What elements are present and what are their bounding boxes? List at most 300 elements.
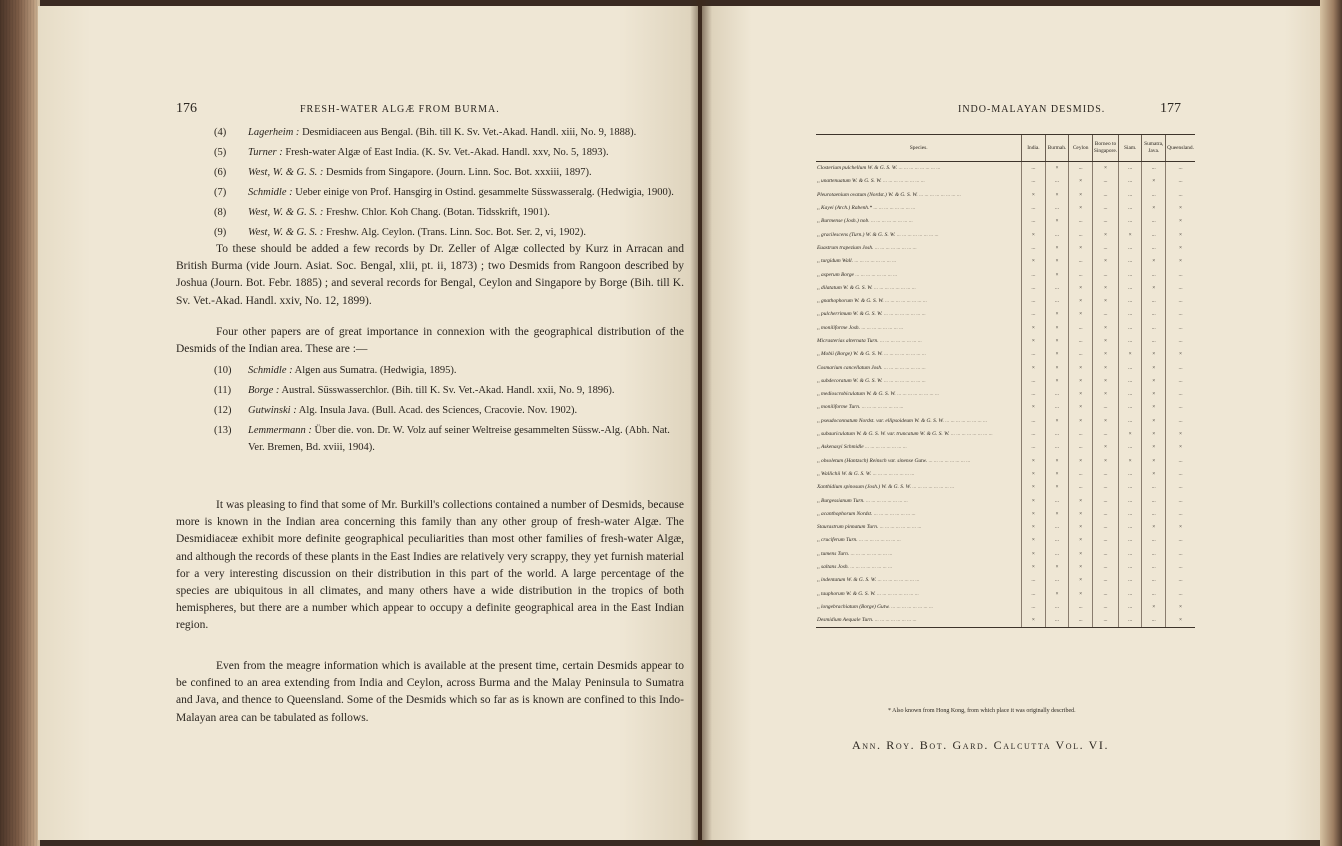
occurrence-cell: ×	[1092, 228, 1118, 241]
species-cell: ,, Burmense (Josh.) nob. ... ... ... ... ... ... ... ...	[817, 218, 913, 225]
occurrence-cell: ...	[1119, 215, 1142, 228]
species-cell: Cosmarium cancellatum Josh. ... ... ... ... ... ... ... ...	[817, 364, 926, 371]
occurrence-cell: ×	[1166, 348, 1195, 361]
table-row	[816, 255, 1195, 268]
occurrence-cell: ×	[1022, 189, 1045, 202]
table-row	[816, 441, 1195, 454]
species-cell: ,, Wallichii W. & G. S. W. ... ... ... ... ... ... ... ...	[817, 470, 915, 477]
column-header: Borneo to Singapore.	[1092, 135, 1118, 162]
occurrence-cell: ×	[1092, 441, 1118, 454]
table-row	[816, 601, 1195, 614]
occurrence-cell: ...	[1092, 468, 1118, 481]
occurrence-cell: ...	[1119, 282, 1142, 295]
species-cell: ,, indentatum W. & G. S. W. ... ... ... ... ... ... ... ...	[817, 577, 920, 584]
column-header: Queensland.	[1166, 135, 1195, 162]
occurrence-cell: ...	[1092, 588, 1118, 601]
reference-list-1	[214, 124, 684, 244]
occurrence-cell: ...	[1142, 162, 1166, 176]
occurrence-cell: ...	[1045, 175, 1069, 188]
occurrence-cell: ×	[1045, 215, 1069, 228]
occurrence-cell: ×	[1022, 548, 1045, 561]
occurrence-cell: ×	[1166, 228, 1195, 241]
occurrence-cell: ...	[1166, 375, 1195, 388]
occurrence-cell: ×	[1142, 455, 1166, 468]
species-cell: Euastrum trapezium Josh. ... ... ... ... ... ... ... ...	[817, 244, 917, 251]
occurrence-cell: ...	[1069, 614, 1093, 628]
table-row	[816, 375, 1195, 388]
reference-text: Desmids from Singapore. (Journ. Linn. Soc. Bot. xxxiii, 1897).	[323, 167, 592, 178]
reference-text: Ueber einige von Prof. Hansgirg in Ostind. gesammelte Süsswasseralg. (Hedwigia, 1900).	[292, 187, 674, 198]
reference-text: Über die. von. Dr. W. Volz auf seiner Weltreise gesammelten Süssw.-Alg. (Abh. Nat. Ver. Bremen, Bd. xviii, 1904).	[248, 425, 670, 453]
table-row	[816, 228, 1195, 241]
reference-author: Gutwinski :	[248, 405, 297, 416]
reference-item	[214, 204, 684, 221]
occurrence-cell: ...	[1092, 494, 1118, 507]
table-row	[816, 548, 1195, 561]
table-row	[816, 388, 1195, 401]
occurrence-cell: ×	[1045, 588, 1069, 601]
reference-author: Schmidle :	[248, 187, 293, 198]
table-row	[816, 534, 1195, 547]
occurrence-cell: ...	[1069, 481, 1093, 494]
column-header: Sumatra, Java.	[1142, 135, 1166, 162]
reference-number: (6)	[214, 167, 227, 178]
occurrence-cell: ×	[1092, 348, 1118, 361]
reference-text: Alg. Insula Java. (Bull. Acad. des Sciences, Cracovie. Nov. 1902).	[296, 405, 578, 416]
occurrence-cell: ...	[1092, 202, 1118, 215]
book-edge-left	[0, 0, 40, 846]
occurrence-cell: ×	[1142, 202, 1166, 215]
occurrence-cell: ×	[1069, 175, 1093, 188]
occurrence-cell: ...	[1045, 521, 1069, 534]
occurrence-cell: ...	[1092, 574, 1118, 587]
species-cell: ,, medioscrobiculatum W. & G. S. W. ... ... ... ... ... ... ... ...	[817, 391, 939, 398]
species-cell: ,, tauphorum W. & G. S. W. ... ... ... ... ... ... ... ...	[817, 590, 919, 597]
occurrence-cell: ...	[1119, 415, 1142, 428]
species-cell: ,, saltans Josh. ... ... ... ... ... ... ... ...	[817, 564, 893, 571]
reference-author: Turner :	[248, 147, 283, 158]
occurrence-cell: ...	[1166, 468, 1195, 481]
occurrence-cell: ...	[1045, 614, 1069, 628]
table-row	[816, 322, 1195, 335]
occurrence-cell: ×	[1069, 534, 1093, 547]
occurrence-cell: ×	[1142, 348, 1166, 361]
reference-author: Lemmermann :	[248, 425, 312, 436]
reference-text: Desmidiaceen aus Bengal. (Bih. till K. Sv. Vet.-Akad. Handl. xiii, No. 9, 1888).	[299, 127, 637, 138]
occurrence-cell: ×	[1092, 415, 1118, 428]
occurrence-cell: ×	[1142, 441, 1166, 454]
species-cell: ,, turgidum Wall. ... ... ... ... ... ... ... ...	[817, 258, 897, 265]
occurrence-cell: ...	[1166, 388, 1195, 401]
table-row	[816, 242, 1195, 255]
species-cell: Pleurotaenium ovatum (Nordst.) W. & G. S. W. ... ... ... ... ... ... ... ...	[817, 191, 961, 198]
occurrence-cell: ×	[1166, 202, 1195, 215]
species-cell: ,, dilatatum W. & G. S. W. ... ... ... ... ... ... ... ...	[817, 284, 916, 291]
species-cell: ,, Askenasyi Schmidle ... ... ... ... ... ... ... ...	[817, 444, 907, 451]
paragraph-3: It was pleasing to find that some of Mr. Burkill's collections contained a number of Desmids, because more is known in the Indian area concerning this family than any other group of fresh-water Algæ. The Desmidiaceæ exhibit more definite geographical peculiarities than most other families of fresh-water Algæ, and although the records of these plants in the East Indies are relatively very scrappy, they yet furnish material for a very interesting discussion on their distribution in this part of the world. A large percentage of the species are ubiquitous in all climates, and many others have a wide distribution in the tropics of both hemispheres, but there are a number which appear to occupy a definite geographical area in the East Indian region.	[176, 499, 684, 632]
table-row	[816, 481, 1195, 494]
species-cell: Micrasterias alternata Turn. ... ... ... ... ... ... ... ...	[817, 338, 922, 344]
occurrence-cell: ×	[1022, 455, 1045, 468]
column-header: Species.	[816, 135, 1022, 162]
occurrence-cell: ...	[1119, 521, 1142, 534]
occurrence-cell: ...	[1166, 534, 1195, 547]
occurrence-cell: ×	[1022, 561, 1045, 574]
occurrence-cell: ...	[1119, 441, 1142, 454]
reference-text: Freshw. Chlor. Koh Chang. (Botan. Tidsskrift, 1901).	[323, 207, 550, 218]
occurrence-cell: ...	[1069, 255, 1093, 268]
occurrence-cell: ×	[1166, 441, 1195, 454]
occurrence-cell: ...	[1069, 228, 1093, 241]
occurrence-cell: ...	[1166, 322, 1195, 335]
occurrence-cell: ×	[1022, 361, 1045, 374]
occurrence-cell: ×	[1092, 295, 1118, 308]
occurrence-cell: ...	[1119, 401, 1142, 414]
occurrence-cell: ...	[1022, 308, 1045, 321]
occurrence-cell: ×	[1022, 255, 1045, 268]
occurrence-cell: ×	[1166, 242, 1195, 255]
occurrence-cell: ...	[1022, 348, 1045, 361]
reference-author: West, W. & G. S. :	[248, 227, 324, 238]
table-row	[816, 215, 1195, 228]
occurrence-cell: ×	[1142, 428, 1166, 441]
occurrence-cell: ...	[1119, 335, 1142, 348]
species-cell: ,, acanthophorum Nordst. ... ... ... ... ... ... ... ...	[817, 510, 916, 517]
occurrence-cell: ×	[1142, 175, 1166, 188]
occurrence-cell: ×	[1142, 388, 1166, 401]
occurrence-cell: ×	[1069, 361, 1093, 374]
occurrence-cell: ...	[1119, 295, 1142, 308]
occurrence-cell: ×	[1022, 401, 1045, 414]
occurrence-cell: ...	[1142, 228, 1166, 241]
occurrence-cell: ...	[1022, 574, 1045, 587]
table-row	[816, 348, 1195, 361]
occurrence-cell: ...	[1166, 494, 1195, 507]
occurrence-cell: ...	[1166, 295, 1195, 308]
occurrence-cell: ...	[1022, 441, 1045, 454]
table-row	[816, 268, 1195, 281]
occurrence-cell: ...	[1045, 494, 1069, 507]
occurrence-cell: ×	[1142, 361, 1166, 374]
species-cell: Staurastrum pinnatum Turn. ... ... ... ... ... ... ... ...	[817, 524, 922, 531]
occurrence-cell: ×	[1142, 468, 1166, 481]
table-row	[816, 494, 1195, 507]
right-running-head: INDO-MALAYAN DESMIDS.	[958, 104, 1106, 115]
species-cell: ,, obsoletum (Hantzsch) Reinsch var. sinense Gutw. ... ... ... ... ... ... ... ...	[817, 457, 971, 464]
occurrence-cell: ...	[1142, 189, 1166, 202]
occurrence-cell: ...	[1119, 202, 1142, 215]
occurrence-cell: ×	[1069, 455, 1093, 468]
table-row	[816, 468, 1195, 481]
occurrence-cell: ...	[1092, 175, 1118, 188]
left-page-number: 176	[176, 101, 197, 116]
occurrence-cell: ...	[1119, 561, 1142, 574]
occurrence-cell: ...	[1166, 481, 1195, 494]
occurrence-cell: ×	[1045, 561, 1069, 574]
occurrence-cell: ...	[1092, 189, 1118, 202]
occurrence-cell: ×	[1166, 428, 1195, 441]
column-header: Burmah.	[1045, 135, 1069, 162]
occurrence-cell: ...	[1142, 295, 1166, 308]
occurrence-cell: ...	[1092, 508, 1118, 521]
occurrence-cell: ×	[1092, 282, 1118, 295]
occurrence-cell: ×	[1045, 361, 1069, 374]
species-cell: ,, longebrachiatum (Borge) Gutw. ... ... ... ... ... ... ... ...	[817, 603, 933, 610]
occurrence-cell: ×	[1045, 455, 1069, 468]
journal-imprint: Ann. Roy. Bot. Gard. Calcutta Vol. VI.	[852, 738, 1110, 752]
table-footnote: * Also known from Hong Kong, from which place it was originally described.	[888, 708, 1076, 714]
reference-author: Schmidle :	[248, 365, 293, 376]
paragraph-1: To these should be added a few records by Dr. Zeller of Algæ collected by Kurz in Arracan and British Burma (vide Journ. Asiat. Soc. Bengal, xlii, pt. ii, 1873) ; two Desmids from Rangoon described by Joshua (Journ. Bot. Febr. 1885) ; and several records for Bengal, Ceylon and Singapore by Borge (Bih. till K. Sv. Vet.-Akad. Handl. xxiv, No. 12, 1899).	[176, 243, 684, 307]
table-header-row	[816, 135, 1195, 162]
occurrence-cell: ...	[1069, 468, 1093, 481]
occurrence-cell: ...	[1166, 508, 1195, 521]
occurrence-cell: ×	[1069, 388, 1093, 401]
occurrence-cell: ...	[1119, 481, 1142, 494]
reference-author: Borge :	[248, 385, 280, 396]
book-edge-right	[1320, 0, 1342, 846]
occurrence-cell: ...	[1142, 268, 1166, 281]
table-row	[816, 508, 1195, 521]
table-row	[816, 455, 1195, 468]
occurrence-cell: ×	[1166, 255, 1195, 268]
occurrence-cell: ×	[1045, 415, 1069, 428]
occurrence-cell: ×	[1022, 534, 1045, 547]
occurrence-cell: ×	[1092, 388, 1118, 401]
occurrence-cell: ×	[1022, 614, 1045, 628]
occurrence-cell: ...	[1045, 574, 1069, 587]
occurrence-cell: ×	[1166, 215, 1195, 228]
occurrence-cell: ...	[1022, 282, 1045, 295]
occurrence-cell: ×	[1045, 322, 1069, 335]
occurrence-cell: ×	[1092, 322, 1118, 335]
occurrence-cell: ...	[1142, 548, 1166, 561]
occurrence-cell: ×	[1069, 574, 1093, 587]
occurrence-cell: ...	[1166, 574, 1195, 587]
table-row	[816, 361, 1195, 374]
occurrence-cell: ...	[1119, 588, 1142, 601]
occurrence-cell: ...	[1092, 601, 1118, 614]
occurrence-cell: ×	[1069, 242, 1093, 255]
occurrence-cell: ×	[1119, 455, 1142, 468]
occurrence-cell: ×	[1022, 481, 1045, 494]
occurrence-cell: ×	[1142, 282, 1166, 295]
table-row	[816, 428, 1195, 441]
reference-author: West, W. & G. S. :	[248, 207, 324, 218]
occurrence-cell: ...	[1166, 415, 1195, 428]
table-row	[816, 614, 1195, 628]
occurrence-cell: ...	[1069, 441, 1093, 454]
occurrence-cell: ...	[1045, 388, 1069, 401]
occurrence-cell: ...	[1045, 601, 1069, 614]
occurrence-cell: ...	[1092, 614, 1118, 628]
species-cell: ,, pulcherrimum W. & G. S. W. ... ... ... ... ... ... ... ...	[817, 311, 926, 318]
reference-text: Austral. Süsswasserchlor. (Bih. till K. Sv. Vet.-Akad. Handl. xxii, No. 9, 1896).	[279, 385, 615, 396]
occurrence-cell: ...	[1045, 228, 1069, 241]
table-row	[816, 202, 1195, 215]
occurrence-cell: ×	[1069, 189, 1093, 202]
species-cell: Desmidium Aequale Turn. ... ... ... ... ... ... ... ...	[816, 614, 1022, 628]
occurrence-cell: ×	[1045, 375, 1069, 388]
occurrence-cell: ...	[1119, 534, 1142, 547]
occurrence-cell: ×	[1166, 614, 1195, 628]
reference-number: (4)	[214, 127, 227, 138]
reference-text: Freshw. Alg. Ceylon. (Trans. Linn. Soc. Bot. Ser. 2, vi, 1902).	[323, 227, 586, 238]
occurrence-cell: ×	[1119, 428, 1142, 441]
species-cell: ,, Mobii (Borge) W. & G. S. W. ... ... ... ... ... ... ... ...	[817, 351, 926, 358]
occurrence-cell: ...	[1119, 508, 1142, 521]
occurrence-cell: ...	[1119, 614, 1142, 628]
occurrence-cell: ...	[1045, 441, 1069, 454]
occurrence-cell: ...	[1142, 574, 1166, 587]
occurrence-cell: ×	[1045, 162, 1069, 176]
occurrence-cell: ...	[1045, 428, 1069, 441]
occurrence-cell: ×	[1069, 548, 1093, 561]
occurrence-cell: ×	[1119, 228, 1142, 241]
occurrence-cell: ...	[1119, 268, 1142, 281]
occurrence-cell: ...	[1166, 588, 1195, 601]
occurrence-cell: ...	[1022, 215, 1045, 228]
left-running-head: FRESH-WATER ALGÆ FROM BURMA.	[300, 104, 500, 115]
species-cell: Closterium pulchellum W. & G. S. W. ... ... ... ... ... ... ... ...	[817, 165, 941, 172]
occurrence-cell: ...	[1142, 494, 1166, 507]
occurrence-cell: ...	[1069, 322, 1093, 335]
reference-item	[214, 362, 684, 379]
occurrence-cell: ...	[1045, 401, 1069, 414]
occurrence-cell: ...	[1022, 202, 1045, 215]
occurrence-cell: ...	[1092, 521, 1118, 534]
reference-item	[214, 382, 684, 399]
occurrence-cell: ...	[1119, 308, 1142, 321]
occurrence-cell: ...	[1022, 268, 1045, 281]
occurrence-cell: ×	[1069, 282, 1093, 295]
occurrence-cell: ×	[1022, 508, 1045, 521]
occurrence-cell: ...	[1092, 268, 1118, 281]
occurrence-cell: ...	[1119, 375, 1142, 388]
occurrence-cell: ...	[1092, 481, 1118, 494]
reference-item	[214, 224, 684, 241]
reference-number: (9)	[214, 227, 227, 238]
occurrence-cell: ...	[1022, 415, 1045, 428]
distribution-table	[816, 134, 1195, 628]
occurrence-cell: ×	[1166, 601, 1195, 614]
occurrence-cell: ×	[1022, 468, 1045, 481]
occurrence-cell: ×	[1069, 521, 1093, 534]
occurrence-cell: ...	[1069, 348, 1093, 361]
table-row	[816, 335, 1195, 348]
occurrence-cell: ×	[1142, 415, 1166, 428]
species-cell: ,, subauriculatum W. & G. S. W. var. truncatum W. & G. S. W. ... ... ... ... ... ... ... ...	[817, 431, 993, 438]
occurrence-cell: ...	[1166, 335, 1195, 348]
occurrence-cell: ...	[1092, 401, 1118, 414]
occurrence-cell: ×	[1069, 561, 1093, 574]
occurrence-cell: ×	[1022, 521, 1045, 534]
occurrence-cell: ...	[1166, 175, 1195, 188]
occurrence-cell: ...	[1119, 388, 1142, 401]
occurrence-cell: ...	[1022, 601, 1045, 614]
occurrence-cell: ×	[1045, 481, 1069, 494]
occurrence-cell: ×	[1092, 361, 1118, 374]
table-row	[816, 574, 1195, 587]
paragraph-4: Even from the meagre information which is available at the present time, certain Desmids appear to be confined to an area extending from India and Ceylon, across Burma and the Malay Peninsula to Sumatra and Java, and thence to Queensland. Some of the Desmids which so far as is known are confined to this Indo-Malayan area can be tabulated as follows.	[176, 660, 684, 724]
reference-item	[214, 422, 684, 456]
occurrence-cell: ...	[1092, 548, 1118, 561]
reference-item	[214, 402, 684, 419]
occurrence-cell: ...	[1092, 215, 1118, 228]
occurrence-cell: ...	[1022, 175, 1045, 188]
occurrence-cell: ...	[1166, 268, 1195, 281]
occurrence-cell: ...	[1022, 588, 1045, 601]
species-cell: Xanthidium spinosum (Josh.) W. & G. S. W. ... ... ... ... ... ... ... ...	[817, 484, 955, 491]
species-cell: ,, tumens Turn. ... ... ... ... ... ... ... ...	[817, 550, 893, 557]
reference-item	[214, 144, 684, 161]
table-row	[816, 295, 1195, 308]
reference-author: Lagerheim :	[248, 127, 300, 138]
paragraph-2: Four other papers are of great importance in connexion with the geographical distribution of the Desmids of the Indian area. These are :—	[176, 326, 684, 356]
occurrence-cell: ×	[1092, 335, 1118, 348]
table-row	[816, 308, 1195, 321]
table-row	[816, 175, 1195, 188]
occurrence-cell: ...	[1142, 588, 1166, 601]
species-cell: ,, cruciferum Turn. ... ... ... ... ... ... ... ...	[817, 537, 901, 544]
occurrence-cell: ...	[1022, 295, 1045, 308]
occurrence-cell: ...	[1166, 361, 1195, 374]
reference-number: (12)	[214, 405, 232, 416]
occurrence-cell: ...	[1142, 335, 1166, 348]
species-cell: ,, asperum Borge ... ... ... ... ... ... ... ...	[817, 271, 898, 278]
occurrence-cell: ...	[1069, 601, 1093, 614]
occurrence-cell: ...	[1022, 162, 1045, 176]
occurrence-cell: ...	[1092, 534, 1118, 547]
occurrence-cell: ...	[1119, 255, 1142, 268]
occurrence-cell: ...	[1119, 548, 1142, 561]
occurrence-cell: ...	[1142, 534, 1166, 547]
reference-text: Algen aus Sumatra. (Hedwigia, 1895).	[292, 365, 457, 376]
occurrence-cell: ×	[1045, 335, 1069, 348]
occurrence-cell: ...	[1022, 428, 1045, 441]
reference-author: West, W. & G. S. :	[248, 167, 324, 178]
occurrence-cell: ×	[1069, 494, 1093, 507]
occurrence-cell: ...	[1069, 268, 1093, 281]
occurrence-cell: ×	[1045, 268, 1069, 281]
occurrence-cell: ×	[1069, 202, 1093, 215]
reference-item	[214, 184, 684, 201]
occurrence-cell: ×	[1092, 162, 1118, 176]
occurrence-cell: ...	[1166, 308, 1195, 321]
occurrence-cell: ...	[1045, 534, 1069, 547]
occurrence-cell: ...	[1166, 189, 1195, 202]
occurrence-cell: ...	[1092, 428, 1118, 441]
table-row	[816, 189, 1195, 202]
table-body	[816, 162, 1195, 628]
occurrence-cell: ×	[1142, 601, 1166, 614]
occurrence-cell: ...	[1119, 601, 1142, 614]
reference-list-2	[214, 362, 684, 459]
reference-number: (10)	[214, 365, 232, 376]
occurrence-cell: ...	[1069, 162, 1093, 176]
species-cell: ,, pseudoconnatum Nordst. var. ellipsoideum W. & G. S. W. ... ... ... ... ... ... ... ...	[817, 417, 987, 424]
species-cell: ,, Kayei (Arch.) Rabenh.* ... ... ... ... ... ... ... ...	[817, 205, 916, 212]
occurrence-cell: ...	[1142, 481, 1166, 494]
species-cell: ,, gnathophorum W. & G. S. W. ... ... ... ... ... ... ... ...	[817, 298, 927, 305]
occurrence-cell: ...	[1142, 215, 1166, 228]
occurrence-cell: ×	[1045, 348, 1069, 361]
occurrence-cell: ×	[1142, 375, 1166, 388]
table-row	[816, 415, 1195, 428]
occurrence-cell: ...	[1166, 401, 1195, 414]
table-row	[816, 282, 1195, 295]
species-cell: ,, moniliforme Turn. ... ... ... ... ... ... ... ...	[817, 404, 904, 411]
